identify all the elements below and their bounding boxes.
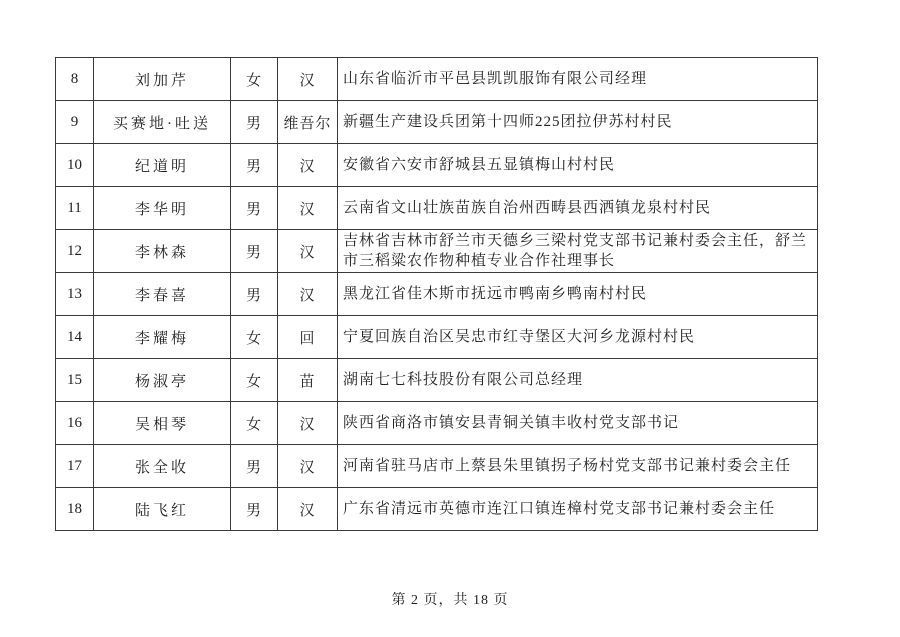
cell-ethnicity: 汉 <box>278 488 338 531</box>
page-number-footer: 第 2 页，共 18 页 <box>391 593 509 608</box>
cell-number: 18 <box>56 488 94 531</box>
cell-number: 14 <box>56 316 94 359</box>
cell-title: 山东省临沂市平邑县凯凯服饰有限公司经理 <box>338 58 818 101</box>
cell-ethnicity: 汉 <box>278 144 338 187</box>
cell-number: 15 <box>56 359 94 402</box>
table-row <box>56 359 818 402</box>
cell-ethnicity: 维吾尔 <box>278 101 338 144</box>
cell-ethnicity: 汉 <box>278 445 338 488</box>
cell-title: 新疆生产建设兵团第十四师225团拉伊苏村村民 <box>338 101 818 144</box>
cell-ethnicity: 汉 <box>278 187 338 230</box>
cell-name: 陆飞红 <box>94 488 231 531</box>
cell-title: 宁夏回族自治区吴忠市红寺堡区大河乡龙源村村民 <box>338 316 818 359</box>
table-row <box>56 316 818 359</box>
table-row <box>56 273 818 316</box>
cell-ethnicity: 回 <box>278 316 338 359</box>
cell-gender: 男 <box>231 187 278 230</box>
cell-title: 吉林省吉林市舒兰市天德乡三梁村党支部书记兼村委会主任，舒兰市三稻粱农作物种植专业合作社理事长 <box>338 230 818 273</box>
table-body <box>56 58 818 531</box>
cell-ethnicity: 苗 <box>278 359 338 402</box>
cell-title: 黑龙江省佳木斯市抚远市鸭南乡鸭南村村民 <box>338 273 818 316</box>
cell-number: 13 <box>56 273 94 316</box>
cell-name: 李华明 <box>94 187 231 230</box>
roster-table <box>55 57 818 531</box>
cell-number: 10 <box>56 144 94 187</box>
cell-name: 张全收 <box>94 445 231 488</box>
table-row <box>56 445 818 488</box>
cell-gender: 男 <box>231 230 278 273</box>
cell-number: 8 <box>56 58 94 101</box>
cell-name: 杨淑亭 <box>94 359 231 402</box>
table-row <box>56 101 818 144</box>
table-row <box>56 402 818 445</box>
cell-title: 广东省清远市英德市连江口镇连樟村党支部书记兼村委会主任 <box>338 488 818 531</box>
cell-gender: 女 <box>231 359 278 402</box>
cell-ethnicity: 汉 <box>278 402 338 445</box>
cell-ethnicity: 汉 <box>278 273 338 316</box>
cell-name: 李林森 <box>94 230 231 273</box>
cell-gender: 男 <box>231 144 278 187</box>
cell-number: 16 <box>56 402 94 445</box>
cell-gender: 男 <box>231 101 278 144</box>
cell-name: 刘加芹 <box>94 58 231 101</box>
cell-number: 17 <box>56 445 94 488</box>
cell-gender: 女 <box>231 58 278 101</box>
cell-gender: 女 <box>231 402 278 445</box>
cell-title: 云南省文山壮族苗族自治州西畴县西洒镇龙泉村村民 <box>338 187 818 230</box>
table-row <box>56 488 818 531</box>
cell-name: 吴相琴 <box>94 402 231 445</box>
table-row <box>56 187 818 230</box>
cell-ethnicity: 汉 <box>278 230 338 273</box>
cell-gender: 男 <box>231 488 278 531</box>
cell-title: 湖南七七科技股份有限公司总经理 <box>338 359 818 402</box>
cell-title: 河南省驻马店市上蔡县朱里镇拐子杨村党支部书记兼村委会主任 <box>338 445 818 488</box>
cell-gender: 男 <box>231 445 278 488</box>
cell-ethnicity: 汉 <box>278 58 338 101</box>
table-row <box>56 144 818 187</box>
cell-title: 陕西省商洛市镇安县青铜关镇丰收村党支部书记 <box>338 402 818 445</box>
cell-name: 李春喜 <box>94 273 231 316</box>
cell-name: 买赛地·吐送 <box>94 101 231 144</box>
cell-name: 纪道明 <box>94 144 231 187</box>
table-row <box>56 58 818 101</box>
cell-gender: 男 <box>231 273 278 316</box>
cell-name: 李耀梅 <box>94 316 231 359</box>
cell-number: 9 <box>56 101 94 144</box>
cell-number: 11 <box>56 187 94 230</box>
cell-gender: 女 <box>231 316 278 359</box>
table-row <box>56 230 818 273</box>
cell-number: 12 <box>56 230 94 273</box>
cell-title: 安徽省六安市舒城县五显镇梅山村村民 <box>338 144 818 187</box>
